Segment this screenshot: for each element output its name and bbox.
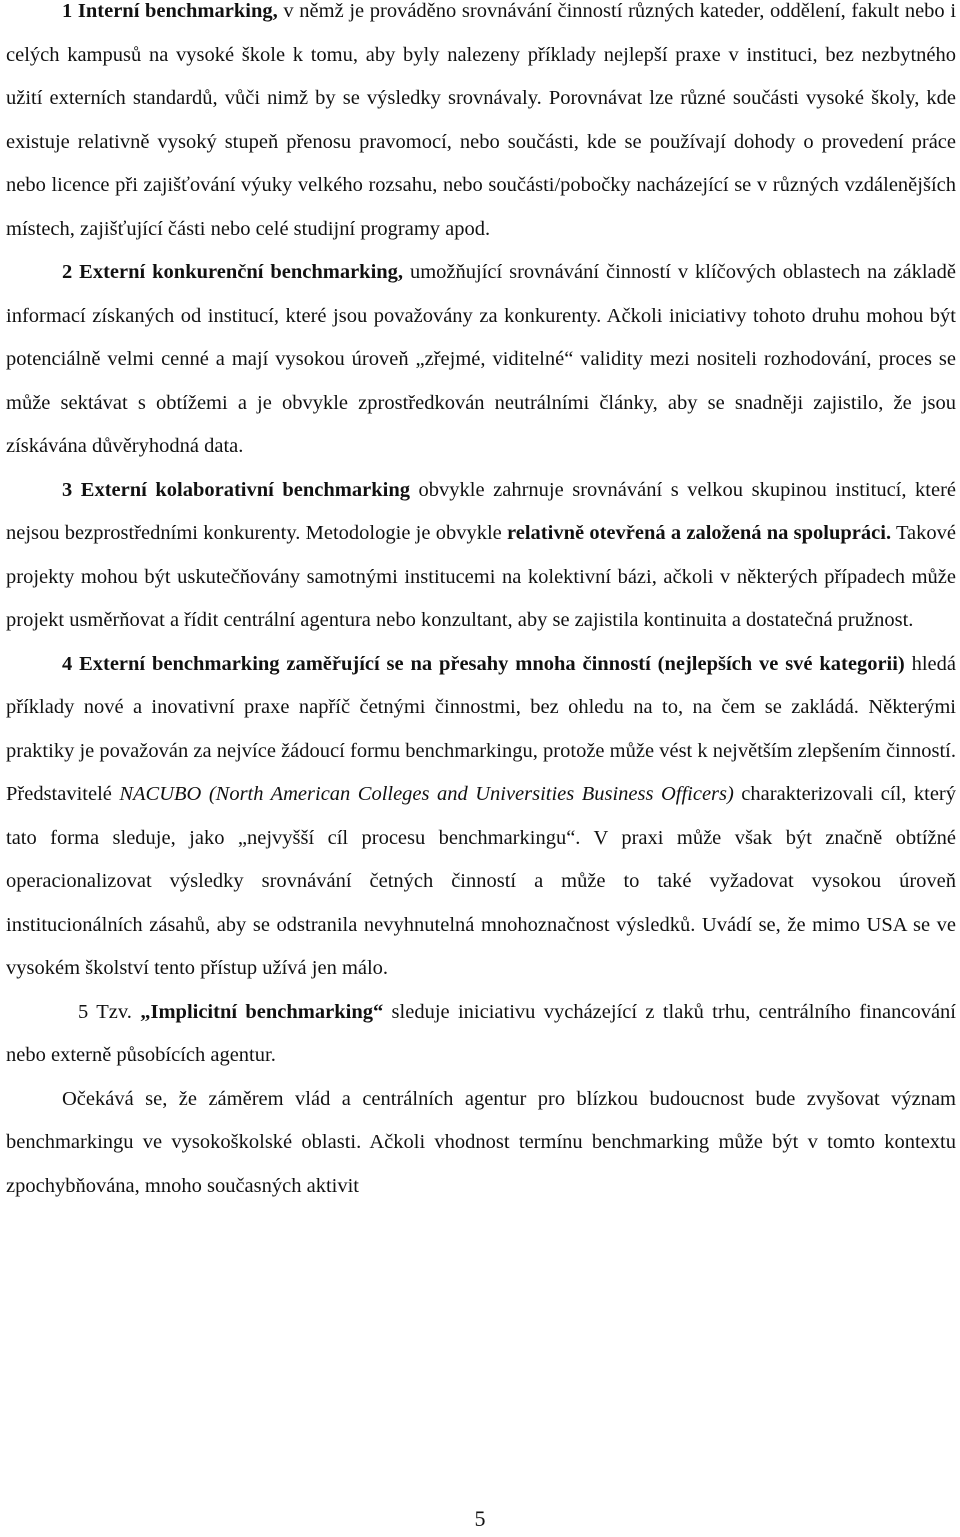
page-number: 5 bbox=[474, 1506, 486, 1531]
heading-run: „Implicitní benchmarking“ bbox=[140, 1000, 384, 1023]
paragraph-external-collaborative bbox=[6, 469, 956, 643]
document-page bbox=[6, 0, 956, 1208]
text-run: Takové projekty mohou být uskutečňovány samotnými institucemi na kolektivní bázi, ačkoli v některých případech může projekt usměrňovat a řídit centrální agentura nebo konzultant, aby se zajistila kontinuita a dostatečná pružnost. bbox=[6, 522, 957, 631]
text-run: charakterizovali cíl, který tato forma sleduje, jako „nejvyšší cíl procesu benchmarkingu“. V praxi může však být značně obtížné operacionalizovat výsledky srovnávání četných činností a může to také vyžadovat vysokou úroveň institucionálních zásahů, aby se odstranila nevyhnutelná mnohoznačnost výsledků. Uvádí se, že mimo USA se ve vysokém školství tento přístup užívá jen málo. bbox=[6, 783, 956, 979]
text-run: v němž je prováděno srovnávání činností různých kateder, oddělení, fakult nebo i celých kampusů na vysoké škole k tomu, aby byly nalezeny příklady nejlepší praxe v instituci, bez nezbytného užití externích standardů, vůči nimž by se výsledky srovnávaly. Porovnávat lze různé součásti vysoké školy, kde existuje relativně vysoký stupeň přenosu pravomocí, nebo součásti, kde se používají dohody o provedení práce nebo licence při zajišťování výuky velkého rozsahu, nebo součásti/pobočky nacházející se v různých vzdálenějších místech, zajišťující části nebo celé studijní programy apod. bbox=[6, 0, 957, 240]
text-run: Ačkoli iniciativy tohoto druhu mohou být potenciálně velmi cenné a mají vysokou úroveň „zřejmé, viditelné“ validity mezi nositeli rozhodování, proces se může sektávat s obtížemi a je obvykle zprostředkován neutrálními články, aby se snadněji zajistilo, že jsou získávána důvěryhodná data. bbox=[6, 304, 956, 457]
paragraph-external-competitive bbox=[6, 251, 956, 469]
paragraph-implicit-benchmarking bbox=[6, 991, 956, 1078]
text-run: umožňující srovnávání činností v klíčových oblastech na základě informací získaných od institucí, které jsou považovány za konkurenty. bbox=[6, 261, 956, 327]
heading-run: 2 Externí konkurenční benchmarking, bbox=[62, 261, 404, 283]
italic-run: NACUBO (North American Colleges and Universities Business Officers) bbox=[119, 783, 734, 805]
text-run: obvykle zahrnuje srovnávání s velkou skupinou institucí, které nejsou bezprostředními konkurenty. Metodologie je obvykle bbox=[6, 478, 957, 544]
paragraph-internal-benchmarking bbox=[6, 0, 956, 251]
heading-run: 3 Externí kolaborativní benchmarking bbox=[62, 478, 410, 501]
paragraph-external-best-in-class bbox=[6, 643, 956, 991]
emphasis-run: relativně otevřená a založená na spolupráci. bbox=[507, 522, 892, 544]
text-run: hledá příklady nové a inovativní praxe napříč četnými činnostmi, bez ohledu na to, na čem se zakládá. Některými praktiky je považován za nejvíce žádoucí formu benchmarkingu, protože může vést k největším zlepšením činností. Představitelé bbox=[6, 652, 956, 805]
heading-run: 4 Externí benchmarking zaměřující se na přesahy mnoha činností (nejlepších ve své kategorii) bbox=[62, 652, 905, 675]
paragraph-outlook bbox=[6, 1078, 956, 1209]
text-run: Očekává se, že záměrem vlád a centrálních agentur pro blízkou budoucnost bude zvyšovat význam benchmarkingu ve vysokoškolské oblasti. Ačkoli vhodnost termínu benchmarking může být v tomto kontextu zpochybňována, mnoho současných aktivit bbox=[6, 1087, 956, 1197]
text-run: 5 Tzv. bbox=[78, 1000, 141, 1023]
heading-run: 1 Interní benchmarking, bbox=[62, 0, 278, 22]
text-run: sleduje iniciativu vycházející z tlaků trhu, centrálního financování nebo externě působících agentur. bbox=[6, 1000, 956, 1066]
